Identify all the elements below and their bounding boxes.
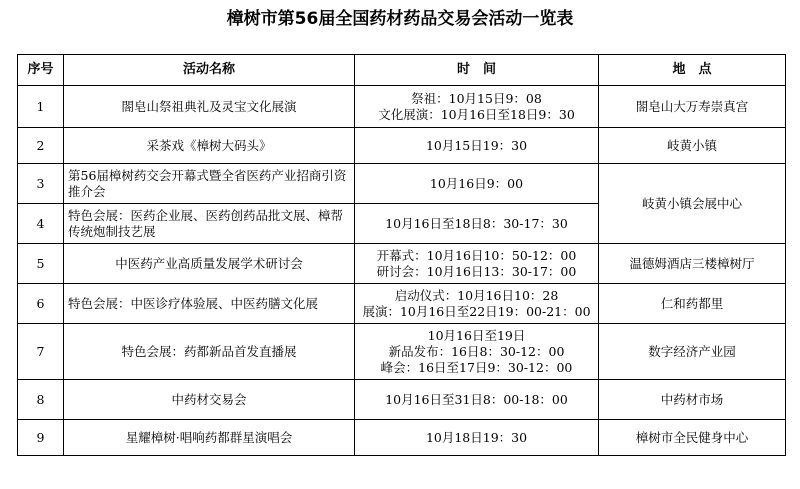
row-place: 岐黄小镇 [599, 128, 786, 164]
row-time-line: 10月16日至19日 [427, 327, 526, 343]
row-time-line: 10月16日9：00 [429, 175, 524, 191]
row-name: 特色会展：中医诊疗体验展、中医药膳文化展 [64, 284, 355, 324]
row-name: 閤皂山祭祖典礼及灵宝文化展演 [64, 86, 355, 128]
row-no: 6 [18, 284, 64, 324]
row-time-line: 10月15日19：30 [425, 137, 528, 153]
header-no: 序号 [18, 55, 64, 86]
row-name: 采茶戏《樟树大码头》 [64, 128, 355, 164]
row-no: 3 [18, 164, 64, 204]
header-name: 活动名称 [64, 55, 355, 86]
table-row [18, 420, 786, 456]
table-row [18, 284, 786, 324]
row-time [355, 324, 599, 380]
header-place: 地 点 [599, 55, 786, 86]
row-name: 第56届樟树药交会开幕式暨全省医药产业招商引资推介会 [64, 164, 355, 204]
row-time-line: 10月18日19：30 [425, 429, 528, 445]
row-place: 中药材市场 [599, 380, 786, 420]
row-time [355, 284, 599, 324]
table-row [18, 164, 786, 204]
row-place: 岐黄小镇会展中心 [599, 164, 786, 244]
row-place: 樟树市全民健身中心 [599, 420, 786, 456]
activity-table [17, 54, 786, 456]
row-time [355, 244, 599, 284]
row-time-line: 祭祖：10月15日9：08 [411, 90, 542, 106]
row-time-line: 启动仪式：10月16日10：28 [394, 287, 559, 303]
row-time-line: 研讨会：10月16日13：30-17：00 [376, 263, 577, 279]
table-row [18, 244, 786, 284]
table-row [18, 86, 786, 128]
table-row [18, 380, 786, 420]
row-time-line: 展演：10月16日至22日19：00-21：00 [362, 303, 591, 319]
row-no: 5 [18, 244, 64, 284]
row-no: 4 [18, 204, 64, 244]
row-time [355, 204, 599, 244]
row-name: 中医药产业高质量发展学术研讨会 [64, 244, 355, 284]
row-time [355, 420, 599, 456]
row-time [355, 164, 599, 204]
page-title: 樟树市第56届全国药材药品交易会活动一览表 [226, 9, 574, 29]
row-time-line: 文化展演：10月16日至18日9：30 [378, 106, 575, 122]
row-time [355, 380, 599, 420]
row-time-line: 10月16日至31日8：00-18：00 [385, 391, 568, 407]
header-time: 时 间 [355, 55, 599, 86]
row-name: 特色会展：医药企业展、医药创药品批文展、樟帮传统炮制技艺展 [64, 204, 355, 244]
row-time-line: 峰会：16日至17日9：30-12：00 [380, 359, 573, 375]
row-time [355, 86, 599, 128]
row-time [355, 128, 599, 164]
table-row [18, 128, 786, 164]
row-time-line: 开幕式：10月16日10：50-12：00 [376, 247, 577, 263]
table-row [18, 324, 786, 380]
row-place: 仁和药都里 [599, 284, 786, 324]
row-place: 数字经济产业园 [599, 324, 786, 380]
row-name: 星耀樟树·唱响药都群星演唱会 [64, 420, 355, 456]
row-time-line: 新品发布：16日8：30-12：00 [388, 343, 565, 359]
row-no: 9 [18, 420, 64, 456]
row-no: 1 [18, 86, 64, 128]
row-no: 2 [18, 128, 64, 164]
row-name: 中药材交易会 [64, 380, 355, 420]
row-place: 閤皂山大万寿崇真宫 [599, 86, 786, 128]
row-time-line: 10月16日至18日8：30-17：30 [385, 215, 568, 231]
row-no: 7 [18, 324, 64, 380]
row-place: 温德姆酒店三楼樟树厅 [599, 244, 786, 284]
row-name: 特色会展：药都新品首发直播展 [64, 324, 355, 380]
row-no: 8 [18, 380, 64, 420]
table-header-row [18, 55, 786, 86]
